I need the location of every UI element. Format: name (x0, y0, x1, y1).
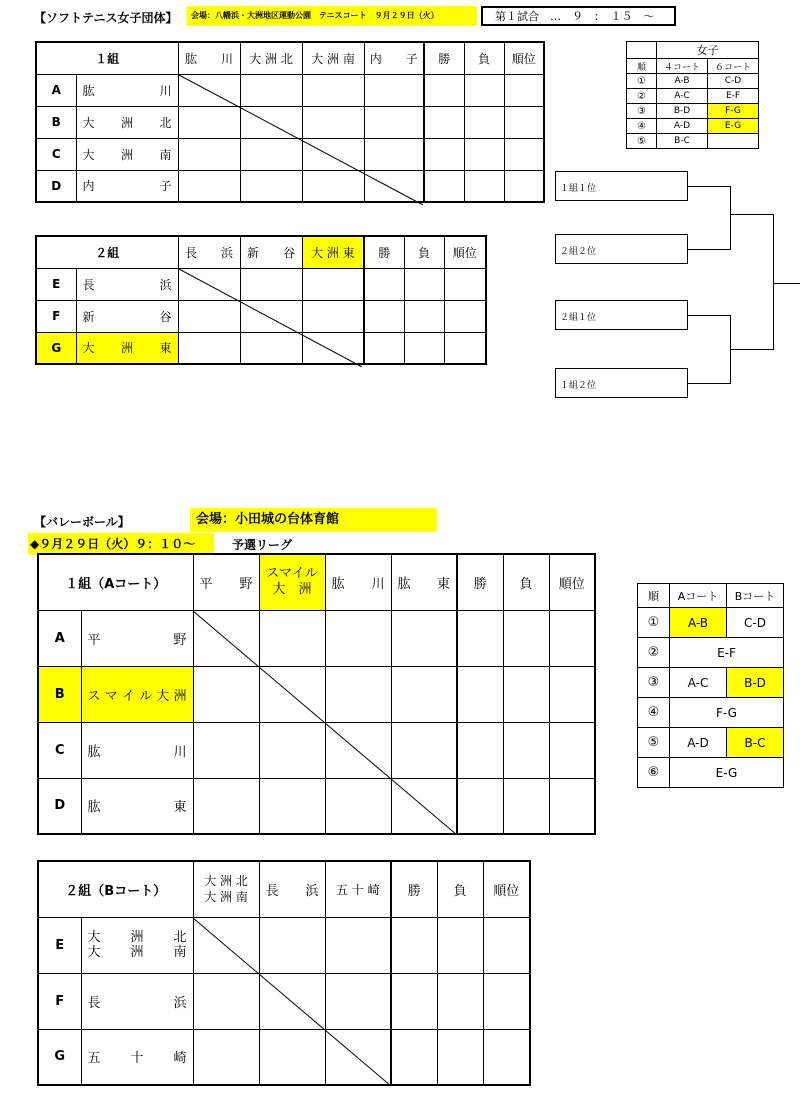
score-cell (325, 610, 391, 666)
score-cell (193, 1029, 259, 1085)
team-name-char: 長 (87, 995, 101, 1011)
schedule-match: E-G (708, 119, 759, 134)
volleyball-schedule-table (637, 583, 784, 788)
colhead-char: 川 (371, 576, 385, 592)
vb-g2-loss-head: 負 (437, 861, 483, 917)
score-cell (178, 170, 240, 202)
score-cell (178, 268, 240, 300)
score-cell (178, 74, 240, 106)
team-name-char: 平 (87, 632, 101, 648)
score-cell (364, 74, 424, 106)
rank-cell (504, 138, 544, 170)
rank-cell (444, 300, 486, 332)
score-cell (193, 666, 259, 722)
team-name-char: 子 (159, 179, 172, 194)
team-name (81, 1029, 193, 1085)
tennis-g2-loss-head: 負 (404, 236, 444, 268)
vb-g1-loss-head: 負 (503, 554, 549, 610)
team-name-char: 洲 (121, 147, 134, 162)
bracket-line (730, 186, 731, 250)
team-name-char: 内 (82, 179, 95, 194)
score-cell (302, 300, 364, 332)
win-cell (424, 170, 464, 202)
vb-g1-colhead (325, 554, 391, 610)
score-cell (259, 1029, 325, 1085)
colhead-char: 肱 (397, 576, 411, 592)
team-name-char: 肱 (87, 800, 101, 816)
team-name-char: イ (121, 688, 135, 704)
win-cell (457, 610, 503, 666)
row-letter: E (36, 268, 76, 300)
score-cell (259, 973, 325, 1029)
row-letter: D (36, 170, 76, 202)
score-cell (259, 666, 325, 722)
win-cell (364, 268, 404, 300)
tennis-group2-table (35, 235, 487, 365)
colhead-char: 長 (265, 883, 279, 899)
team-name-char: 洲 (130, 930, 144, 945)
team-name-char: 南 (173, 945, 187, 960)
team-name-char: 大 (82, 147, 95, 162)
row-letter: G (36, 332, 76, 364)
score-cell (325, 917, 391, 973)
loss-cell (503, 722, 549, 778)
schedule-order: ④ (638, 698, 670, 728)
row-letter: E (38, 917, 81, 973)
vb-g2-rank-head: 順位 (483, 861, 530, 917)
loss-cell (437, 1029, 483, 1085)
vb-g1-rank-head: 順位 (549, 554, 595, 610)
vb-g2-win-head: 勝 (391, 861, 437, 917)
team-name (76, 300, 178, 332)
score-cell (302, 74, 364, 106)
tennis-g1-rank-head: 順位 (504, 42, 544, 74)
loss-cell (437, 973, 483, 1029)
score-cell (259, 722, 325, 778)
team-name-char: 南 (159, 147, 172, 162)
team-name (76, 268, 178, 300)
team-name-char: 浜 (159, 277, 172, 292)
bracket-line (773, 214, 774, 350)
team-name-char: 浜 (173, 995, 187, 1011)
vb-g1-colhead (193, 554, 259, 610)
tennis-g2-rank-head: 順位 (444, 236, 486, 268)
rank-cell (549, 722, 595, 778)
score-cell (391, 778, 457, 834)
team-name (76, 74, 178, 106)
score-cell (193, 917, 259, 973)
bracket-line (688, 383, 730, 384)
schedule-head: Aコート (670, 584, 727, 608)
bracket-line (688, 315, 730, 316)
schedule-head: ６コート (708, 59, 759, 74)
team-name-char: 大 (87, 930, 101, 945)
tennis-g1-colhead: 内 子 (364, 42, 424, 74)
team-name (76, 138, 178, 170)
team-name-char: 崎 (173, 1051, 187, 1067)
schedule-match: A-B (670, 608, 727, 638)
tennis-title: 【ソフトテニス女子団体】 (34, 11, 178, 25)
schedule-match: E-F (708, 89, 759, 104)
colhead-line: 大 洲 (272, 582, 312, 598)
win-cell (424, 106, 464, 138)
score-cell (193, 778, 259, 834)
score-cell (325, 1029, 391, 1085)
team-name (81, 917, 193, 973)
score-cell (193, 973, 259, 1029)
rank-cell (549, 666, 595, 722)
volleyball-group2-table (37, 860, 531, 1086)
team-name-char: 大 (87, 945, 101, 960)
schedule-order: ③ (638, 668, 670, 698)
tennis-g2-colhead: 大 洲 東 (302, 236, 364, 268)
colhead-char: 平 (199, 576, 213, 592)
bracket-label: ２組１位 (560, 313, 597, 323)
schedule-head: 順 (638, 584, 670, 608)
team-name (76, 332, 178, 364)
team-name (81, 973, 193, 1029)
schedule-match: A-B (657, 74, 708, 89)
row-letter: D (38, 778, 81, 834)
team-name-char: 五 (87, 1051, 101, 1067)
tennis-venue: 会場：八幡浜・大洲地区運動公園 テニスコート ９月２９日（火） (187, 6, 477, 26)
bracket-label: ２組２位 (560, 247, 597, 257)
schedule-order: ⑤ (638, 728, 670, 758)
score-cell (259, 917, 325, 973)
team-name-char: ス (87, 688, 101, 704)
win-cell (457, 778, 503, 834)
rank-cell (549, 778, 595, 834)
loss-cell (503, 610, 549, 666)
team-name-char: 洲 (173, 688, 187, 704)
team-name-char: マ (104, 688, 118, 704)
win-cell (424, 138, 464, 170)
schedule-match: A-D (670, 728, 727, 758)
team-name (81, 778, 193, 834)
team-name-char: 東 (159, 341, 172, 356)
score-cell (325, 666, 391, 722)
volleyball-title: 【バレーボール】 (34, 515, 130, 529)
colhead-char: 肱 (331, 576, 345, 592)
volleyball-venue: 会場：小田城の台体育館 (190, 508, 437, 532)
team-name-char: 洲 (121, 115, 134, 130)
tennis-g1-colhead: 大 洲 南 (302, 42, 364, 74)
schedule-match: A-C (657, 89, 708, 104)
team-name-char: 洲 (130, 945, 144, 960)
vb-g2-colhead (259, 861, 325, 917)
schedule-match: F-G (708, 104, 759, 119)
row-letter: C (36, 138, 76, 170)
bracket-label: １組１位 (560, 184, 597, 194)
team-name-char: 大 (156, 688, 170, 704)
vb-g1-colhead (391, 554, 457, 610)
score-cell (240, 74, 302, 106)
score-cell (178, 106, 240, 138)
team-name-char: ル (139, 688, 153, 704)
bracket-line (688, 186, 730, 187)
win-cell (457, 666, 503, 722)
schedule-match: A-C (670, 668, 727, 698)
team-name (76, 106, 178, 138)
schedule-match: F-G (670, 698, 784, 728)
win-cell (391, 973, 437, 1029)
bracket-label: １組２位 (560, 381, 597, 391)
tennis-g2-colhead: 長 浜 (178, 236, 240, 268)
team-name-char: 北 (173, 930, 187, 945)
team-name-char: 大 (82, 341, 95, 356)
score-cell (259, 778, 325, 834)
team-name (81, 722, 193, 778)
loss-cell (464, 170, 504, 202)
tennis-g1-colhead: 肱 川 (178, 42, 240, 74)
tennis-match-time: 第１試合 … ９ ： １５ ～ (481, 6, 676, 26)
schedule-head: Bコート (727, 584, 784, 608)
colhead-char: 浜 (305, 883, 319, 899)
tennis-schedule-title: 女子 (657, 42, 759, 59)
team-name (76, 170, 178, 202)
score-cell (325, 722, 391, 778)
score-cell (240, 170, 302, 202)
team-name-char: 川 (159, 83, 172, 98)
score-cell (391, 722, 457, 778)
tennis-g1-win-head: 勝 (424, 42, 464, 74)
score-cell (391, 610, 457, 666)
schedule-head: ４コート (657, 59, 708, 74)
row-letter: B (38, 666, 81, 722)
tennis-g1-colhead: 大 洲 北 (240, 42, 302, 74)
schedule-order: ② (627, 89, 657, 104)
loss-cell (404, 268, 444, 300)
row-letter: F (36, 300, 76, 332)
tennis-g2-colhead: 新 谷 (240, 236, 302, 268)
volleyball-stage: 予選リーグ (232, 538, 293, 552)
score-cell (259, 610, 325, 666)
score-cell (240, 106, 302, 138)
vb-g2-colhead: 五 十 崎 (325, 861, 391, 917)
colhead-line: スマイル (266, 566, 318, 582)
team-name-char: 新 (82, 309, 95, 324)
team-name-char: 東 (173, 800, 187, 816)
schedule-order: ④ (627, 119, 657, 134)
schedule-order: ① (638, 608, 670, 638)
rank-cell (483, 917, 530, 973)
rank-cell (483, 973, 530, 1029)
rank-cell (504, 170, 544, 202)
win-cell (424, 74, 464, 106)
score-cell (364, 106, 424, 138)
tennis-group1-table (35, 41, 545, 203)
bracket-line (688, 249, 730, 250)
schedule-match: E-F (670, 638, 784, 668)
schedule-match: B-D (727, 668, 784, 698)
team-name-char: 川 (173, 744, 187, 760)
colhead-char: 東 (436, 576, 450, 592)
rank-cell (504, 106, 544, 138)
team-name (81, 666, 193, 722)
volleyball-group1-table (37, 553, 596, 835)
schedule-order: ⑥ (638, 758, 670, 788)
schedule-match: A-D (657, 119, 708, 134)
team-name-char: 十 (130, 1051, 144, 1067)
vb-g1-colhead (259, 554, 325, 610)
tennis-g1-loss-head: 負 (464, 42, 504, 74)
win-cell (391, 917, 437, 973)
loss-cell (404, 300, 444, 332)
team-name-char: 肱 (87, 744, 101, 760)
schedule-match: B-D (657, 104, 708, 119)
row-letter: A (38, 610, 81, 666)
schedule-order: ② (638, 638, 670, 668)
row-letter: G (38, 1029, 81, 1085)
win-cell (364, 332, 404, 364)
colhead-line: 大 洲 南 (204, 890, 248, 905)
score-cell (240, 300, 302, 332)
schedule-order: ③ (627, 104, 657, 119)
team-name-char: 肱 (82, 83, 95, 98)
volleyball-date: ◆９月２９日（火）９：１０～ (28, 533, 214, 555)
rank-cell (444, 268, 486, 300)
loss-cell (404, 332, 444, 364)
score-cell (302, 332, 364, 364)
bracket-line (730, 214, 774, 215)
volleyball-group2-header: ２組（Bコート） (38, 861, 193, 917)
schedule-match: B-C (727, 728, 784, 758)
vb-g2-colhead (193, 861, 259, 917)
rank-cell (549, 610, 595, 666)
team-name-char: 北 (159, 115, 172, 130)
score-cell (302, 138, 364, 170)
score-cell (391, 666, 457, 722)
team-name-char: 大 (82, 115, 95, 130)
rank-cell (444, 332, 486, 364)
bracket-line (730, 349, 774, 350)
rank-cell (504, 74, 544, 106)
volleyball-group1-header: １組（Aコート） (38, 554, 193, 610)
loss-cell (464, 106, 504, 138)
win-cell (457, 722, 503, 778)
colhead-char: 野 (239, 576, 253, 592)
row-letter: F (38, 973, 81, 1029)
schedule-match (708, 134, 759, 149)
loss-cell (464, 138, 504, 170)
rank-cell (483, 1029, 530, 1085)
bracket-line (773, 283, 800, 284)
schedule-head: 順 (627, 59, 657, 74)
row-letter: A (36, 74, 76, 106)
score-cell (302, 106, 364, 138)
row-letter: B (36, 106, 76, 138)
row-letter: C (38, 722, 81, 778)
score-cell (178, 332, 240, 364)
score-cell (240, 268, 302, 300)
score-cell (325, 973, 391, 1029)
schedule-match: E-G (670, 758, 784, 788)
score-cell (302, 170, 364, 202)
win-cell (391, 1029, 437, 1085)
score-cell (364, 170, 424, 202)
loss-cell (437, 917, 483, 973)
score-cell (240, 332, 302, 364)
score-cell (193, 722, 259, 778)
score-cell (178, 300, 240, 332)
score-cell (240, 138, 302, 170)
tennis-schedule-table (626, 41, 759, 149)
tennis-g2-win-head: 勝 (364, 236, 404, 268)
team-name (81, 610, 193, 666)
team-name-char: 谷 (159, 309, 172, 324)
team-name-char: 野 (173, 632, 187, 648)
win-cell (364, 300, 404, 332)
team-name-char: 洲 (121, 341, 134, 356)
schedule-match: C-D (708, 74, 759, 89)
tennis-group2-header: ２組 (36, 236, 178, 268)
score-cell (302, 268, 364, 300)
score-cell (364, 138, 424, 170)
colhead-line: 大 洲 北 (204, 874, 248, 889)
schedule-match: B-C (657, 134, 708, 149)
schedule-order: ⑤ (627, 134, 657, 149)
schedule-order: ① (627, 74, 657, 89)
loss-cell (503, 666, 549, 722)
team-name-char: 長 (82, 277, 95, 292)
tennis-group1-header: １組 (36, 42, 178, 74)
score-cell (325, 778, 391, 834)
loss-cell (464, 74, 504, 106)
score-cell (178, 138, 240, 170)
loss-cell (503, 778, 549, 834)
score-cell (193, 610, 259, 666)
vb-g1-win-head: 勝 (457, 554, 503, 610)
schedule-match: C-D (727, 608, 784, 638)
